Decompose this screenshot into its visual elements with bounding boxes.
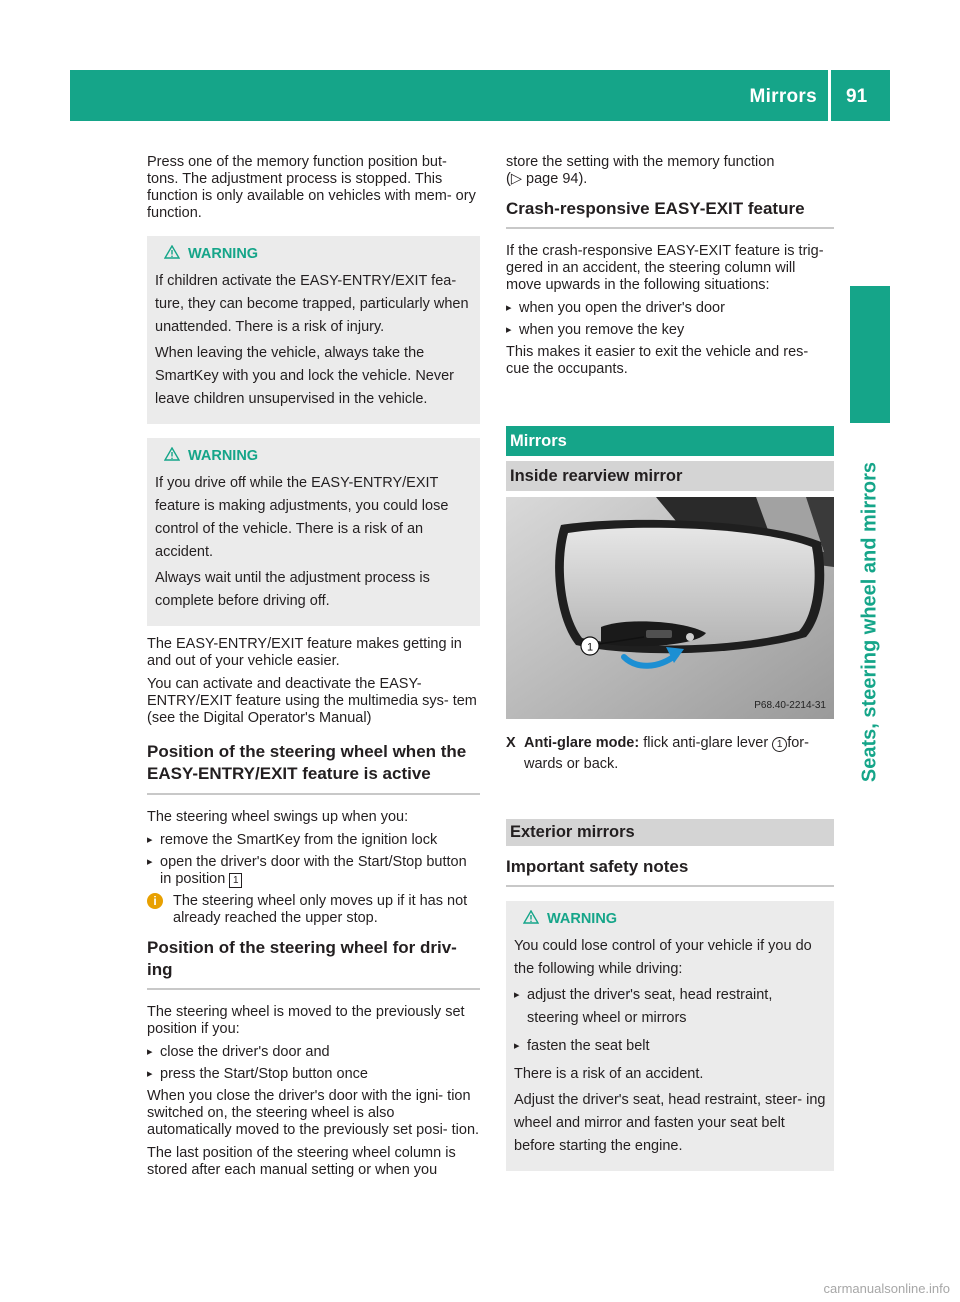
list-item: ▸ press the Start/Stop button once bbox=[147, 1066, 480, 1083]
warning-triangle-icon bbox=[523, 910, 539, 929]
header-divider bbox=[828, 70, 831, 121]
warning-text: If children activate the EASY-ENTRY/EXIT fea- ture, they can become trapped, particularly when unattended. There is a risk of injury. bbox=[155, 273, 469, 335]
warning-text: If you drive off while the EASY-ENTRY/EXIT feature is making adjustments, you could lose control of the vehicle. There is a risk of an accident. bbox=[155, 475, 449, 560]
body-paragraph: store the setting with the memory function (▷ page 94). bbox=[506, 154, 775, 187]
watermark: carmanualsonline.info bbox=[823, 1281, 950, 1296]
step-label: Anti-glare mode: bbox=[524, 735, 640, 751]
intro-paragraph: Press one of the memory function position but- tons. The adjustment process is stopped. This function is only available on vehicles with mem- ory function. bbox=[147, 154, 476, 221]
body-paragraph: The steering wheel is moved to the previously set position if you: bbox=[147, 1004, 465, 1037]
rearview-mirror-image bbox=[506, 497, 834, 719]
subsection-banner: Inside rearview mirror bbox=[506, 461, 834, 491]
section-heading: Position of the steering wheel when the EASY-ENTRY/EXIT feature is active bbox=[147, 741, 480, 795]
warning-text: Always wait until the adjustment process is complete before driving off. bbox=[155, 570, 430, 609]
figure-code: P68.40-2214-31 bbox=[754, 700, 826, 711]
right-column bbox=[506, 154, 834, 1181]
section-heading: Position of the steering wheel for driv- ing bbox=[147, 937, 480, 990]
warning-title: WARNING bbox=[188, 448, 259, 464]
instruction-step: X Anti-glare mode: flick anti-glare lever 1 for- wards or back. bbox=[506, 735, 809, 772]
page-ref-arrow-icon: ▷ bbox=[510, 171, 522, 187]
warning-text: When leaving the vehicle, always take the SmartKey with you and lock the vehicle. Never leave children unsupervised in the vehicle. bbox=[155, 345, 454, 407]
section-banner: Mirrors bbox=[506, 426, 834, 456]
warning-text: Adjust the driver's seat, head restraint, steer- ing wheel and mirror and fasten your seat belt before starting the engine. bbox=[514, 1092, 826, 1154]
section-heading: Important safety notes bbox=[506, 856, 834, 887]
bullet-list bbox=[147, 832, 480, 888]
warning-box-drive-off bbox=[147, 438, 480, 626]
body-paragraph: The last position of the steering wheel column is stored after each manual setting or when you bbox=[147, 1145, 456, 1178]
warning-title: WARNING bbox=[188, 246, 259, 262]
bullet-list bbox=[147, 1044, 480, 1083]
info-text: The steering wheel only moves up if it has not already reached the upper stop. bbox=[173, 893, 468, 926]
warning-box-children bbox=[147, 236, 480, 424]
left-column bbox=[147, 154, 480, 1185]
chapter-tab bbox=[850, 286, 890, 423]
list-item: ▸ when you open the driver's door bbox=[506, 300, 834, 317]
section-heading: Crash-responsive EASY-EXIT feature bbox=[506, 198, 834, 229]
warning-box-driving bbox=[506, 901, 834, 1171]
action-step-icon: X bbox=[506, 735, 516, 751]
bullet-list bbox=[514, 984, 826, 1058]
position-number-icon: 1 bbox=[229, 873, 242, 888]
body-paragraph: If the crash-responsive EASY-EXIT feature is trig- gered in an accident, the steering column will move upwards in the following situations: bbox=[506, 243, 824, 293]
body-paragraph: You can activate and deactivate the EASY- ENTRY/EXIT feature using the multimedia sys- tem (see the Digital Operator's Manual) bbox=[147, 676, 477, 726]
list-item: ▸ adjust the driver's seat, head restraint, steering wheel or mirrors bbox=[514, 984, 826, 1030]
list-item: ▸ open the driver's door with the Start/Stop button in position 1 bbox=[147, 854, 480, 888]
page-section-title: Mirrors bbox=[749, 86, 817, 107]
list-item: ▸ fasten the seat belt bbox=[514, 1035, 826, 1058]
page-number: 91 bbox=[846, 86, 868, 107]
chapter-label: Seats, steering wheel and mirrors bbox=[858, 461, 881, 783]
list-item: ▸ when you remove the key bbox=[506, 322, 834, 339]
list-item: ▸ remove the SmartKey from the ignition lock bbox=[147, 832, 480, 849]
body-paragraph: When you close the driver's door with the igni- tion switched on, the steering wheel is also automatically moved to the previously set posi- tion. bbox=[147, 1088, 480, 1138]
warning-text: You could lose control of your vehicle if you do the following while driving: bbox=[514, 938, 812, 977]
callout-number-icon: 1 bbox=[772, 737, 787, 752]
body-paragraph: The steering wheel swings up when you: bbox=[147, 809, 409, 825]
list-item: ▸ close the driver's door and bbox=[147, 1044, 480, 1061]
callout-label: 1 bbox=[586, 641, 594, 654]
warning-title: WARNING bbox=[547, 911, 618, 927]
subsection-banner: Exterior mirrors bbox=[506, 819, 834, 846]
info-note bbox=[147, 893, 480, 927]
mirror-illustration bbox=[506, 497, 834, 719]
warning-triangle-icon bbox=[164, 447, 180, 466]
page-reference-link[interactable]: page 94). bbox=[526, 171, 588, 187]
body-paragraph: This makes it easier to exit the vehicle and res- cue the occupants. bbox=[506, 344, 809, 377]
warning-triangle-icon bbox=[164, 245, 180, 264]
info-icon: i bbox=[147, 893, 163, 909]
body-paragraph: The EASY-ENTRY/EXIT feature makes getting in and out of your vehicle easier. bbox=[147, 636, 462, 669]
bullet-list bbox=[506, 300, 834, 339]
warning-text: There is a risk of an accident. bbox=[514, 1066, 704, 1082]
